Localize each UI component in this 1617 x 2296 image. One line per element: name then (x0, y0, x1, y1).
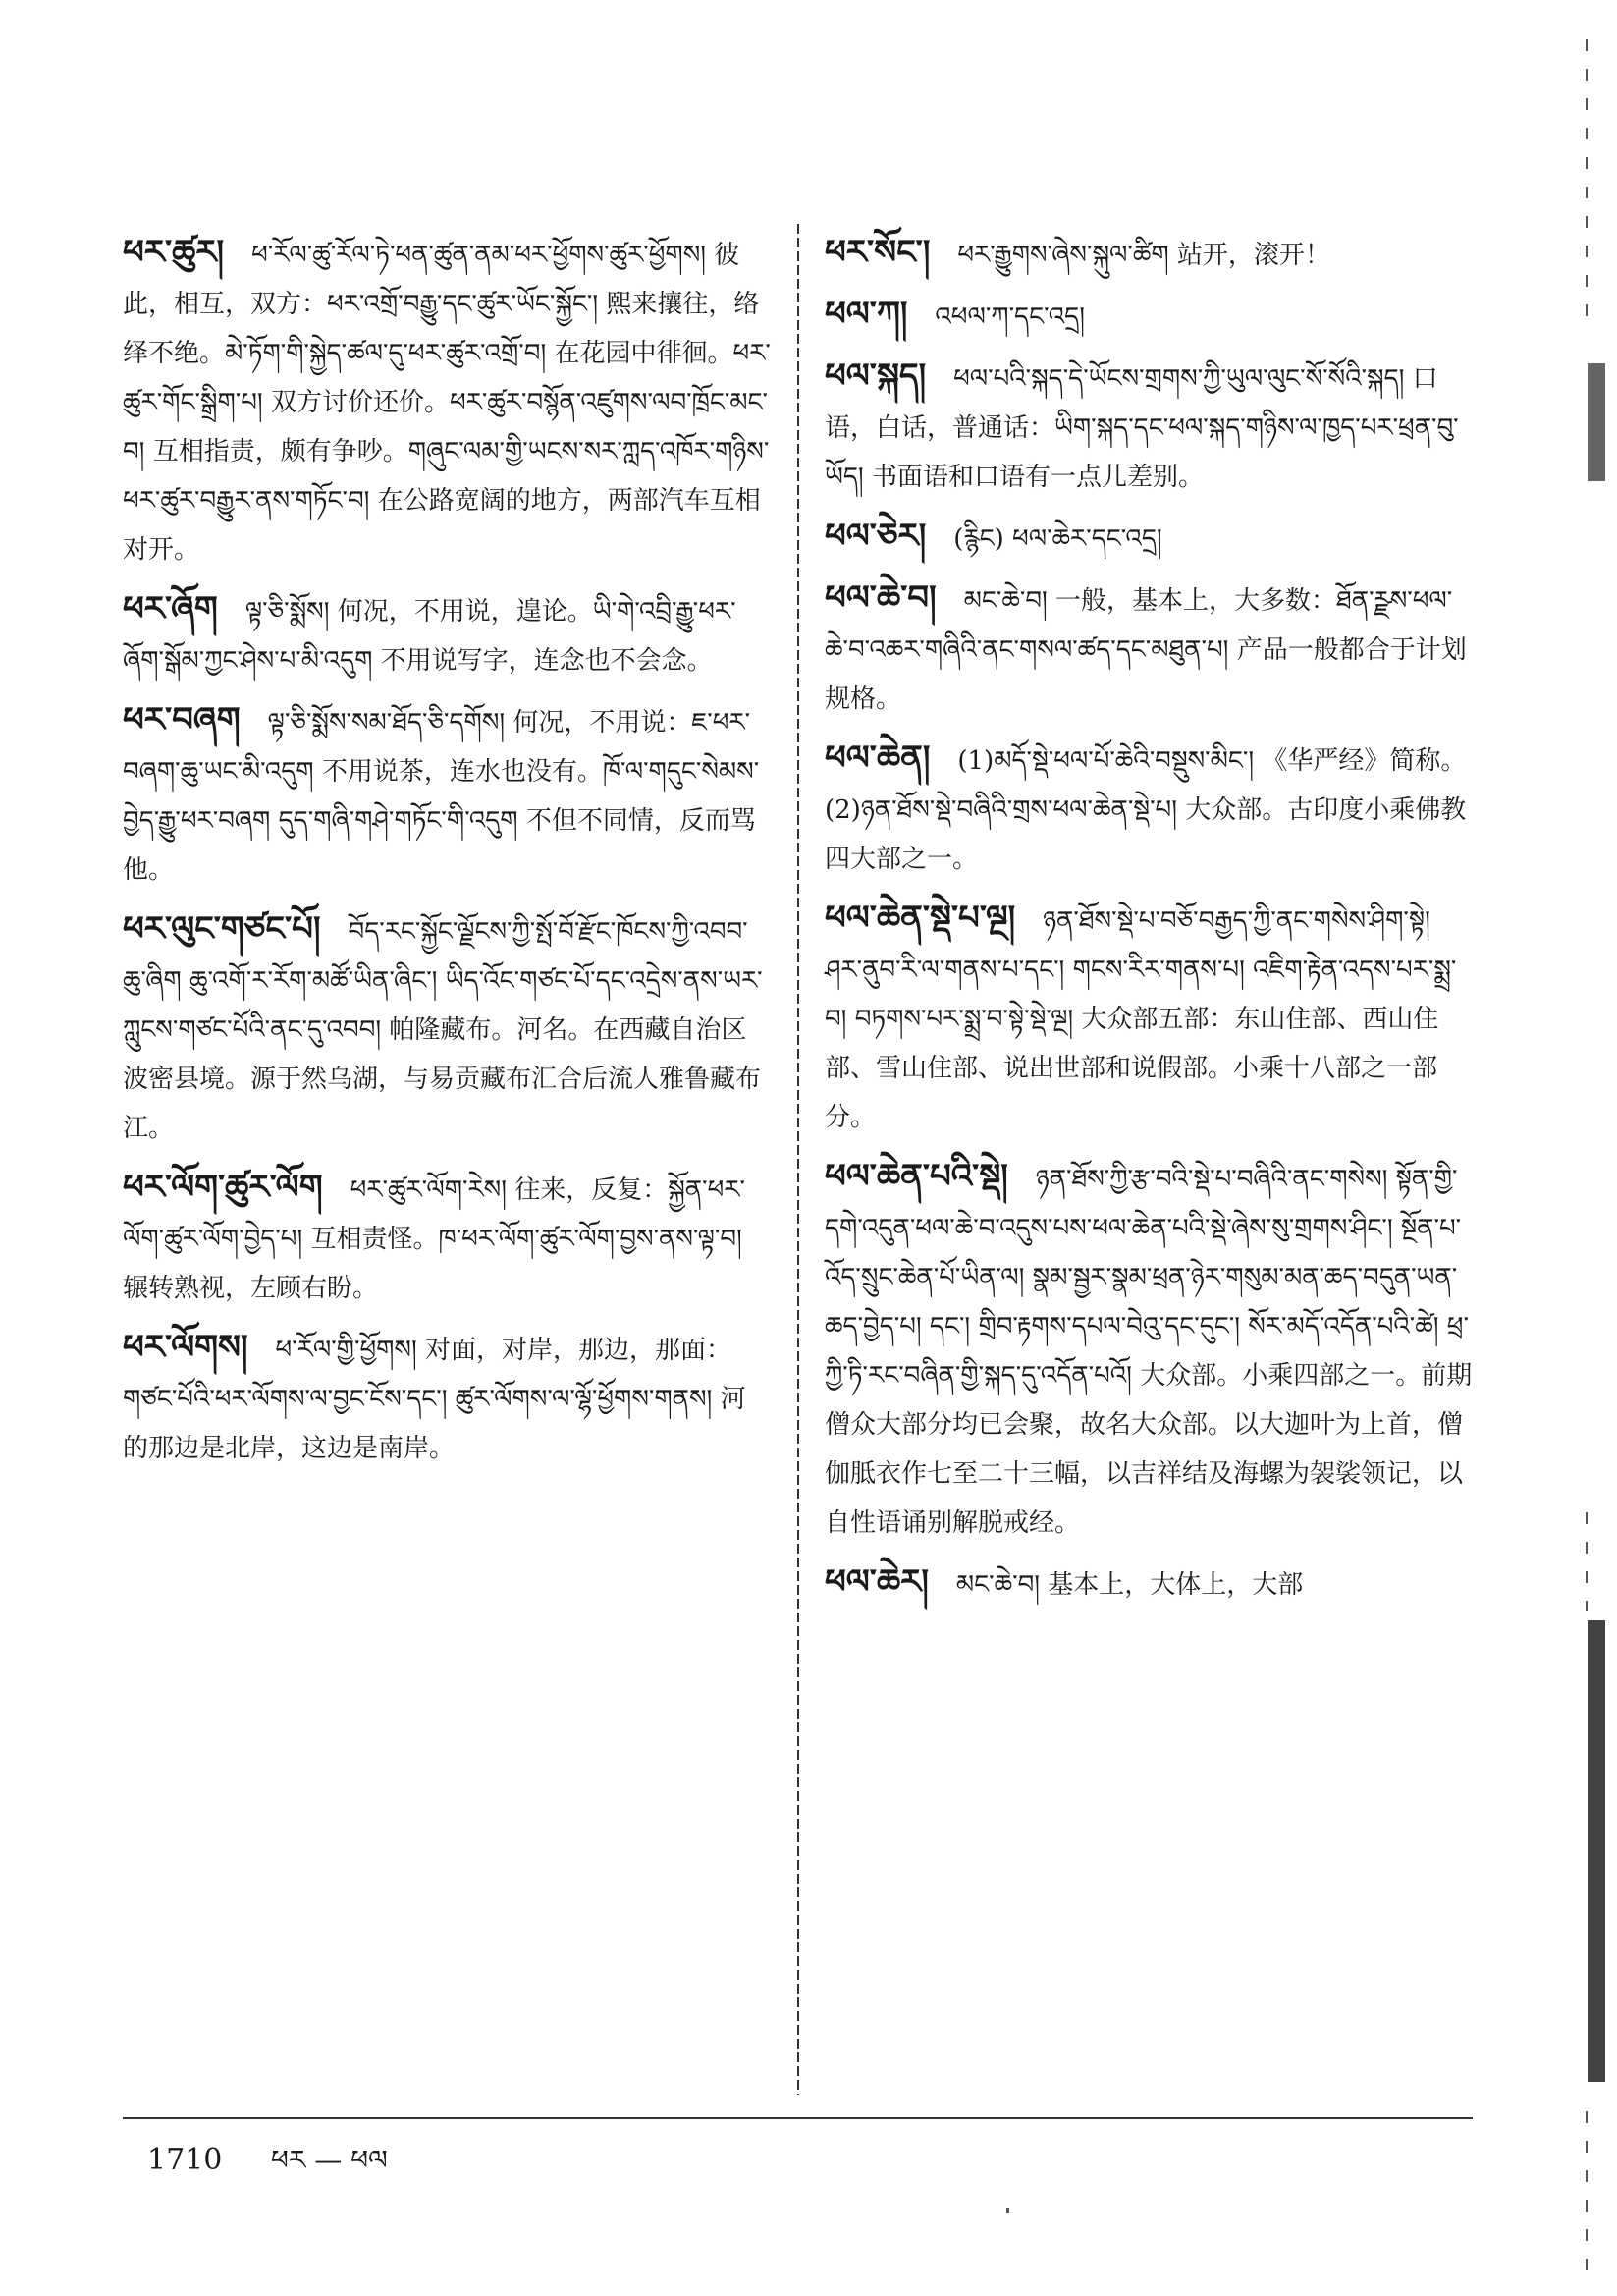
entry-headword: ཕར་ལུང་གཙང་པོ། (123, 909, 321, 949)
entry-definition: ཕར་རྒྱུགས་ཞེས་སྐུལ་ཚིག 站开，滚开！ (957, 241, 1330, 270)
scan-edge-mark (1586, 1512, 1588, 1611)
entry-headword: ཕར་བཞག (123, 700, 241, 739)
dictionary-entry (825, 352, 1473, 502)
entry-headword: ཕལ་ཀ། (825, 295, 908, 334)
entry-headword: ཕར་སོང་། (825, 233, 931, 272)
dictionary-entry (825, 228, 1473, 280)
entry-headword: ཕར་ལོགས། (123, 1328, 248, 1367)
entry-definition: ཕར་ཚུར་ལོག་རེས། 往来，反复：སྐྱོན་ཕར་ལོག་ཚུར་ལོག་བྱེད་པ། 互相责怪。ཁ་ཕར་ལོག་ཚུར་ལོག་བྱས་ནས་ལྟ་བ། 辗转熟视，左顾右盼。 (123, 1175, 745, 1303)
entry-definition: (1)མདོ་སྡེ་ཕལ་པོ་ཆེའི་བསྡུས་མིང་། 《华严经》简称。 (2)ཉན་ཐོས་སྡེ་བཞིའི་གྲས་ཕལ་ཆེན་སྡེ་པ། 大众部。古印度小乘佛教四大部之一。 (825, 746, 1467, 874)
entry-headword: ཕལ་ཅེར། (825, 517, 927, 556)
scan-speck (1006, 2208, 1009, 2213)
entry-headword: ཕལ་ཆེར། (825, 1562, 929, 1602)
entry-headword: ཕར་ཞོག (123, 589, 218, 629)
dictionary-entry (123, 584, 771, 685)
dictionary-entry (123, 1163, 771, 1313)
entry-definition: ལྟ་ཅི་སྨོས་སམ་ཐོད་ཅི་དགོས། 何况，不用说：ཇ་ཕར་བཞག་ཆུ་ཡང་མི་འདུག 不用说茶，连水也没有。ཁོ་ལ་གདུང་སེམས་བྱེད་རྒྱུ་ཕར་བཞག དུད་གཞི་གཤེ་གཏོང་གི་འདུག 不但不同情，反而骂他。 (123, 708, 760, 885)
page-footer (147, 2129, 388, 2207)
entry-definition: ཉན་ཐོས་སྡེ་པ་བཅོ་བརྒྱད་ཀྱི་ནང་གསེས་ཤིག་སྟེ། ཤར་ནུབ་རི་ལ་གནས་པ་དང་། གངས་རིར་གནས་པ། འཇིག་རྟེན་འདས་པར་སྨྲ་བ། བཏགས་པར་སྨྲ་བ་སྟེ་སྡེ་ལྔ། 大众部五部：东山住部、西山住部、雪山住部、说出世部和说假部。小乘十八部之一部分。 (825, 906, 1457, 1132)
entry-headword: ཕལ་ཆེན། (825, 738, 931, 778)
entry-definition: ལྟ་ཅི་སྨོས། 何况，不用说，遑论。ཡི་གེ་འབྲི་རྒྱུ་ཕར་ཞོག་སྒོམ་ཀྱང་ཤེས་པ་མི་འདུག 不用说写字，连念也不会念。 (123, 597, 736, 676)
dictionary-entry (825, 894, 1473, 1142)
scan-edge-mark (1586, 2111, 1588, 2288)
entry-headword: ཕལ་སྐད། (825, 356, 927, 396)
dictionary-entry (123, 904, 771, 1153)
entry-definition: (རྙིང) ཕལ་ཆེར་དང་འདྲ། (953, 524, 1162, 554)
entry-definition: འཕལ་ཀ་དང་འདྲ། (935, 302, 1085, 332)
dictionary-entry (825, 734, 1473, 884)
dictionary-entry (825, 574, 1473, 724)
entry-definition: བོད་རང་སྐྱོང་ལྗོངས་ཀྱི་སྤོ་བོ་རྫོང་ཁོངས་ཀྱི་འབབ་ཆུ་ཞིག ཆུ་འགོ་ར་རོག་མཚོ་ཡིན་ཞིང་། ཡིད་འོང་གཙང་པོ་དང་འདྲེས་ནས་ཡར་ཀླུངས་གཙང་པོའི་ནང་དུ་འབབ། 帕隆藏布。河名。在西藏自治区波密县境。源于然乌湖，与易贡藏布汇合后流人雅鲁藏布江。 (123, 917, 763, 1143)
dictionary-entry (123, 695, 771, 895)
entry-definition: མང་ཆེ་བ། 一般，基本上，大多数：ཐོན་ཪྫས་ཕལ་ཆེ་བ་འཆར་གཞིའི་ནང་གསལ་ཚད་དང་མཐུན་པ། 产品一般都合于计划规格。 (825, 586, 1467, 714)
left-column (123, 228, 771, 1483)
column-divider (797, 224, 799, 2095)
page-range: ཕར — ཕལ (270, 2144, 388, 2176)
entry-headword: ཕར་ལོག་ཚུར་ལོག (123, 1168, 323, 1207)
entry-headword: ཕལ་ཆེན་པའི་སྡེ། (825, 1157, 1008, 1196)
entry-definition: མང་ཆེ་བ། 基本上，大体上，大部 (955, 1570, 1304, 1600)
scan-edge-mark (1586, 39, 1588, 334)
scan-edge-mark (1588, 363, 1605, 481)
entry-headword: ཕལ་ཆེ་བ། (825, 578, 937, 618)
scan-edge-mark (1588, 1620, 1605, 2082)
footer-rule (123, 2117, 1473, 2119)
entry-definition: ཉན་ཐོས་ཀྱི་རྩ་བའི་སྡེ་པ་བཞིའི་ནང་གསེས། སྟོན་གྱི་དགེ་འདུན་ཕལ་ཆེ་བ་འདུས་པས་ཕལ་ཆེན་པའི་སྡེ་ཞེས་སུ་གྲགས་ཤིང་། སྔོན་པ་འོད་སྲུང་ཆེན་པོ་ཡིན་ལ། སྣམ་སྦྱར་སྣམ་ཕྲན་ཉེར་གསུམ་མན་ཆད་བདུན་ཡན་ཆད་བྱེད་པ། དང་། གྲིབ་རྟགས་དཔལ་བེའུ་དང་དུང་། སོར་མདོ་འདོན་པའི་ཚེ། ཕྲ་ཀྱི་ཏི་རང་བཞིན་གྱི་སྐད་དུ་འདོན་པའོ། 大众部。小乘四部之一。前期僧众大部分均已会聚，故名大众部。以大迦叶为上首，僧伽胝衣作七至二十三幅，以吉祥结及海螺为袈裟领记，以自性语诵别解脱戒经。 (825, 1165, 1473, 1538)
dictionary-entry (825, 290, 1473, 342)
entry-headword: ཕར་ཚུར། (123, 233, 225, 272)
entry-headword: ཕལ་ཆེན་སྡེ་པ་ལྔ། (825, 899, 1016, 938)
dictionary-entry (825, 512, 1473, 564)
entry-definition: ཕ་རོལ་ཚུ་རོལ་ཏེ་ཕན་ཚུན་ནམ་ཕར་ཕྱོགས་ཚུར་ཕྱོགས། 彼此，相互，双方：ཕར་འགྲོ་བརྒྱུ་དང་ཚུར་ཡོང་སྐྱོང་། 熙来攘往，络绎不绝。མེ་ཏོག་གི་སྐྱེད་ཚལ་དུ་ཕར་ཚུར་འགྲོ་བ། 在花园中徘徊。ཕར་ཚུར་གོང་སྒྲིག་པ། 双方讨价还价。ཕར་ཚུར་བསྙོན་འཛུགས་ལབ་ཁྲོང་མང་བ། 互相指责，颇有争吵。གཞུང་ལམ་གྱི་ཡངས་སར་ཀླད་འཁོར་གཉིས་ཕར་ཚུར་བརྒྱུར་ནས་གཏོང་བ། 在公路宽阔的地方，两部汽车互相对开。 (123, 241, 771, 565)
dictionary-entry (825, 1152, 1473, 1548)
dictionary-entry (123, 1323, 771, 1473)
entry-definition: ཕལ་པའི་སྐད་དེ་ཡོངས་གྲགས་ཀྱི་ཡུལ་ལུང་སོ་སོའི་སྐད། 口语，白话，普通话：ཡིག་སྐད་དང་ཕལ་སྐད་གཉིས་ལ་ཁྱད་པར་ཕྲན་བུ་ཡོད། 书面语和口语有一点儿差别。 (825, 364, 1459, 492)
dictionary-entry (825, 1558, 1473, 1610)
right-column (825, 228, 1473, 1619)
entry-definition: ཕ་རོལ་གྱི་ཕྱོགས། 对面，对岸，那边，那面：གཙང་པོའི་ཕར་ལོགས་ལ་བྱང་ངོས་དང་། ཚུར་ལོགས་ལ་ལྷོ་ཕྱོགས་གནས། 河的那边是北岸，这边是南岸。 (123, 1336, 746, 1463)
dictionary-entry (123, 228, 771, 574)
page-number: 1710 (147, 2143, 223, 2177)
